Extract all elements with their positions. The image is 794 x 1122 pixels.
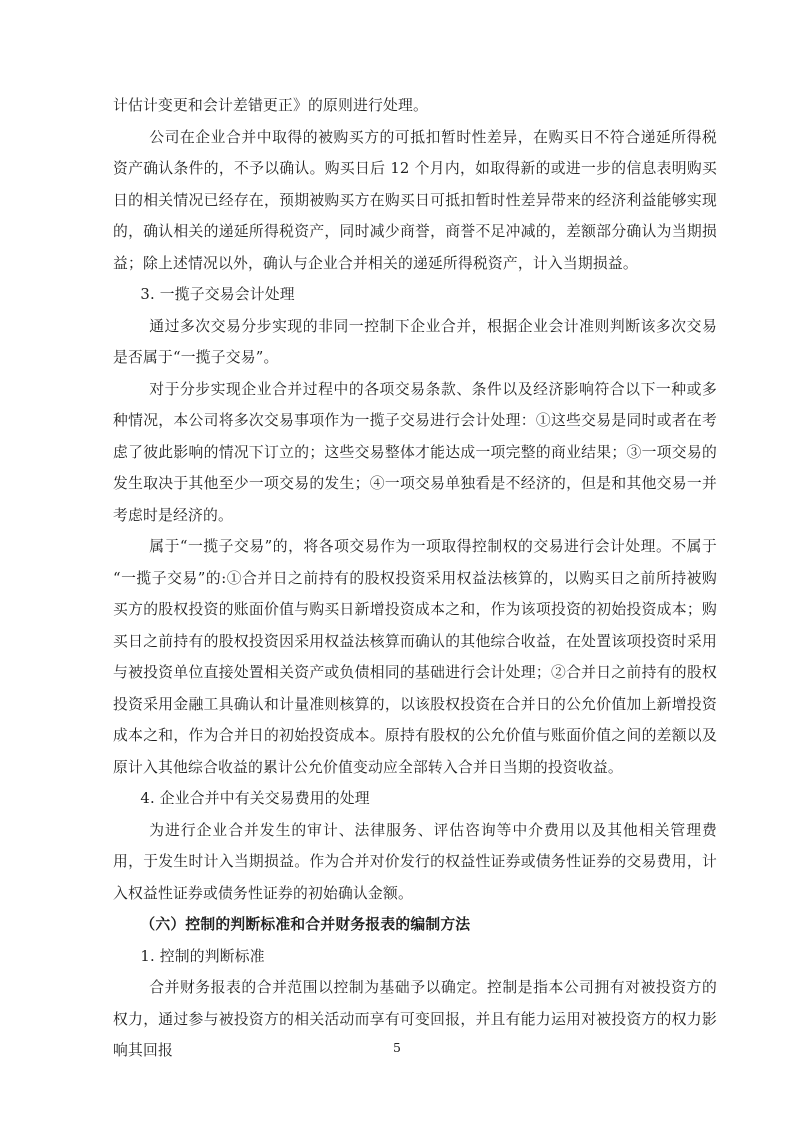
heading-4-transaction-costs: 4. 企业合并中有关交易费用的处理 [140, 790, 370, 807]
page-number: 5 [393, 1040, 401, 1055]
paragraph-continuation: 计估计变更和会计差错更正》的原则进行处理。 [113, 97, 428, 114]
paragraph-consolidation-scope: 合并财务报表的合并范围以控制为基础予以确定。控制是指本公司拥有对被投资方的权力，通过参与被投资方的相关活动而享有可变回报，并且有能力运用对被投资方的权力影响其回报 [113, 979, 717, 1059]
paragraph-package-deal-criteria: 对于分步实现企业合并过程中的各项交易条款、条件以及经济影响符合以下一种或多种情况，本公司将多次交易事项作为一揽子交易进行会计处理：①这些交易是同时或者在考虑了彼此影响的情况下订立的；这些交易整体才能达成一项完整的商业结果；③一项交易的发生取决于其他至少一项交易的发生；④一项交易单独看是不经济的，但是和其他交易一并考虑时是经济的。 [113, 380, 717, 524]
heading-1-control-judgement: 1. 控制的判断标准 [140, 947, 265, 965]
paragraph-transaction-costs: 为进行企业合并发生的审计、法律服务、评估咨询等中介费用以及其他相关管理费用，于发生时计入当期损益。作为合并对价发行的权益性证券或债务性证券的交易费用，计入权益性证券或债务性证券的初始确认金额。 [113, 821, 717, 902]
heading-3-package-deal-accounting: 3. 一揽子交易会计处理 [140, 286, 295, 303]
page-footer [0, 1040, 794, 1055]
paragraph-package-deal-treatment: 属于“一揽子交易”的，将各项交易作为一项取得控制权的交易进行会计处理。不属于“一揽子交易”的:①合并日之前持有的股权投资采用权益法核算的，以购买日之前所持被购买方的股权投资的账面价值与购买日新增投资成本之和，作为该项投资的初始投资成本；购买日之前持有的股权投资因采用权益法核算而确认的其他综合收益，在处置该项投资时采用与被投资单位直接处置相关资产或负债相同的基础进行会计处理；②合并日之前持有的股权投资采用金融工具确认和计量准则核算的，以该股权投资在合并日的公允价值加上新增投资成本之和，作为合并日的初始投资成本。原持有股权的公允价值与账面价值之间的差额以及原计入其他综合收益的累计公允价值变动应全部转入合并日当期的投资收益。 [113, 538, 717, 776]
document-body [113, 90, 717, 1067]
paragraph-deferred-tax: 公司在企业合并中取得的被购买方的可抵扣暂时性差异，在购买日不符合递延所得税资产确认条件的，不予以确认。购买日后 12 个月内，如取得新的或进一步的信息表明购买日的相关情况已经存在，预期被购买方在购买日可抵扣暂时性差异带来的经济利益能够实现的，确认相关的递延所得税资产，同时减少商誉，商誉不足冲减的，差额部分确认为当期损益；除上述情况以外，确认与企业合并相关的递延所得税资产，计入当期损益。 [113, 128, 717, 272]
paragraph-multi-step-merger: 通过多次交易分步实现的非同一控制下企业合并，根据企业会计准则判断该多次交易是否属于“一揽子交易”。 [113, 317, 717, 366]
heading-section-6-control-criteria: （六）控制的判断标准和合并财务报表的编制方法 [140, 916, 471, 933]
